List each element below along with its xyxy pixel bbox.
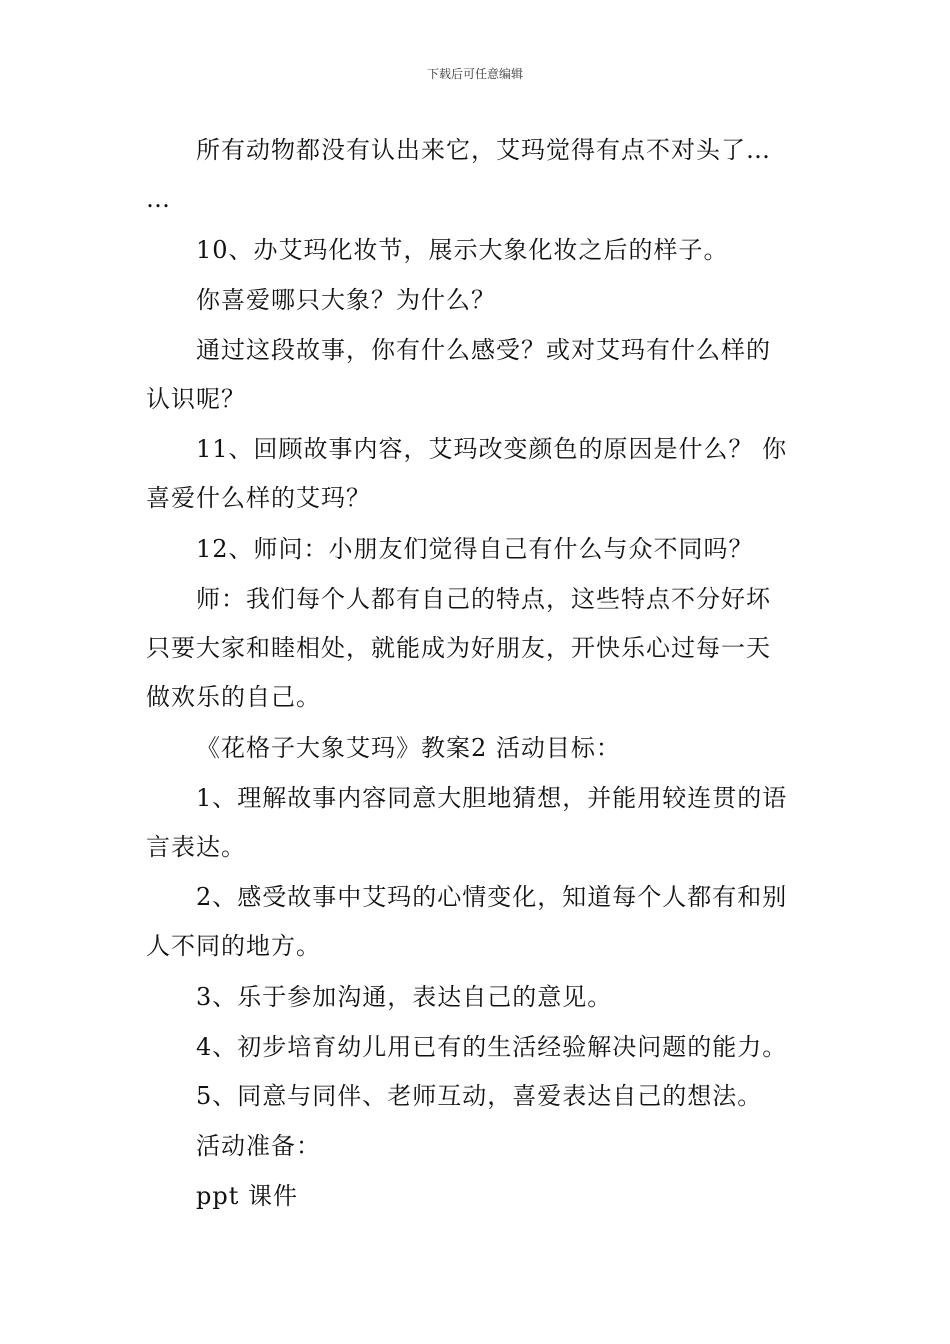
text-line: 5、同意与同伴、老师互动，喜爱表达自己的想法。: [196, 1082, 763, 1110]
text-line: 所有动物都没有认出来它，艾玛觉得有点不对头了…: [196, 136, 771, 164]
text-line: 1、理解故事内容同意大胆地猜想，并能用较连贯的语: [196, 784, 788, 812]
text-line: 只要大家和睦相处，就能成为好朋友，开快乐心过每一天: [146, 634, 771, 662]
text-line: 活动准备：: [196, 1132, 321, 1160]
text-line: 认识呢？: [146, 385, 246, 413]
text-line: 人不同的地方。: [146, 932, 321, 960]
text-line: 师：我们每个人都有自己的特点，这些特点不分好坏: [196, 585, 771, 613]
text-line: 12、师问：小朋友们觉得自己有什么与众不同吗？: [196, 535, 754, 563]
text-line: 通过这段故事，你有什么感受？或对艾玛有什么样的: [196, 336, 771, 364]
text-line: 喜爱什么样的艾玛？: [146, 484, 371, 512]
text-line: 2、感受故事中艾玛的心情变化，知道每个人都有和别: [196, 883, 788, 911]
text-line: 《花格子大象艾玛》教案2 活动目标：: [196, 734, 621, 762]
text-line: …: [146, 185, 171, 213]
text-line: 10、办艾玛化妆节，展示大象化妆之后的样子。: [196, 236, 729, 264]
text-line: 你喜爱哪只大象？为什么？: [196, 286, 496, 314]
text-line: 3、乐于参加沟通，表达自己的意见。: [196, 983, 613, 1011]
text-line: ppt 课件: [196, 1182, 298, 1210]
page-header: 下载后可任意编辑: [426, 67, 523, 81]
text-line: 11、回顾故事内容，艾玛改变颜色的原因是什么？ 你: [196, 435, 788, 463]
text-line: 言表达。: [146, 833, 246, 861]
text-line: 4、初步培育幼儿用已有的生活经验解决问题的能力。: [196, 1033, 788, 1061]
text-line: 做欢乐的自己。: [146, 683, 321, 711]
